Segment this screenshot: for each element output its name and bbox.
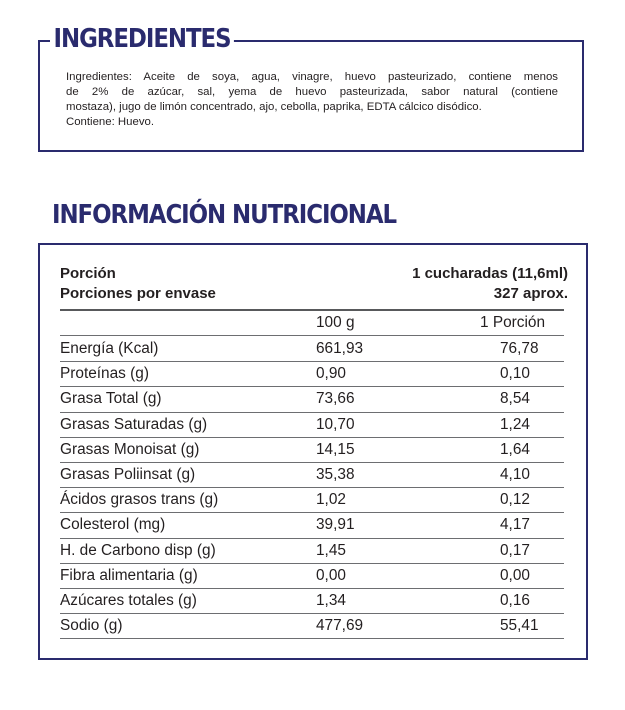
value-per-portion: 76,78 [500, 340, 539, 357]
nutrient-name: Ácidos grasos trans (g) [60, 491, 219, 509]
value-per-portion: 4,10 [500, 466, 530, 483]
ingredients-title: INGREDIENTES [50, 22, 234, 56]
table-row [60, 437, 564, 462]
value-per-100g: 39,91 [316, 516, 355, 534]
nutrient-name: H. de Carbono disp (g) [60, 541, 216, 559]
ingredients-text [66, 70, 558, 130]
nutrition-title: INFORMACIÓN NUTRICIONAL [52, 200, 397, 230]
value-per-portion: 0,17 [500, 541, 530, 559]
table-row [60, 361, 564, 386]
nutrient-name: Sodio (g) [60, 617, 123, 635]
value-per-100g: 477,69 [316, 617, 364, 635]
ingredients-contains: Contiene: Huevo. [66, 116, 155, 128]
table-row [60, 462, 564, 487]
table-row [60, 512, 564, 537]
column-header-portion: 1 Porción [480, 314, 546, 331]
value-per-portion: 1,24 [500, 415, 530, 433]
serving-value: 1 cucharadas (11,6ml) [412, 265, 568, 282]
table-row [60, 386, 564, 411]
nutrient-name: Proteínas (g) [60, 365, 149, 383]
serving-info [60, 264, 568, 304]
value-per-100g: 1,02 [316, 491, 346, 509]
value-per-portion: 0,16 [500, 592, 530, 609]
nutrient-name: Grasa Total (g) [60, 390, 162, 408]
nutrient-name: Energía (Kcal) [60, 340, 159, 357]
nutrient-name: Grasas Monoisat (g) [60, 440, 200, 458]
table-row [60, 588, 564, 613]
value-per-100g: 661,93 [316, 340, 364, 357]
value-per-portion: 4,17 [500, 516, 530, 534]
nutrient-name: Azúcares totales (g) [60, 592, 197, 609]
servings-per-container-value: 327 aprox. [493, 285, 568, 302]
table-row [60, 563, 564, 588]
column-header-row [60, 310, 564, 335]
value-per-portion: 0,10 [500, 365, 530, 383]
nutrient-name: Grasas Poliinsat (g) [60, 466, 196, 483]
value-per-100g: 1,34 [316, 592, 346, 609]
table-row [60, 412, 564, 437]
value-per-100g: 73,66 [316, 390, 355, 408]
value-per-100g: 0,90 [316, 365, 346, 383]
value-per-100g: 0,00 [316, 566, 346, 584]
serving-label: Porción [60, 265, 116, 282]
value-per-100g: 1,45 [316, 541, 346, 559]
value-per-portion: 0,00 [500, 566, 530, 584]
value-per-portion: 8,54 [500, 390, 530, 408]
value-per-100g: 14,15 [316, 440, 355, 458]
ingredients-line: de 2% de azúcar, sal, yema de huevo pasteurizada, sabor natural (contiene [66, 86, 558, 98]
nutrient-name: Colesterol (mg) [60, 516, 166, 534]
column-header-100g: 100 g [316, 314, 355, 331]
table-row [60, 487, 564, 512]
value-per-portion: 1,64 [500, 440, 530, 458]
table-row [60, 613, 564, 638]
table-row [60, 538, 564, 563]
ingredients-line: Ingredientes: Aceite de soya, agua, vinagre, huevo pasteurizado, contiene menos [66, 71, 558, 83]
value-per-100g: 35,38 [316, 466, 355, 483]
servings-per-container-label: Porciones por envase [60, 285, 216, 302]
nutrient-name: Fibra alimentaria (g) [60, 566, 198, 584]
value-per-portion: 55,41 [500, 617, 539, 635]
value-per-100g: 10,70 [316, 415, 355, 433]
ingredients-line: mostaza), jugo de limón concentrado, ajo, cebolla, paprika, EDTA cálcico disódico. [66, 101, 482, 113]
value-per-portion: 0,12 [500, 491, 530, 509]
nutrient-name: Grasas Saturadas (g) [60, 415, 208, 433]
divider [60, 638, 564, 639]
table-row [60, 336, 564, 361]
